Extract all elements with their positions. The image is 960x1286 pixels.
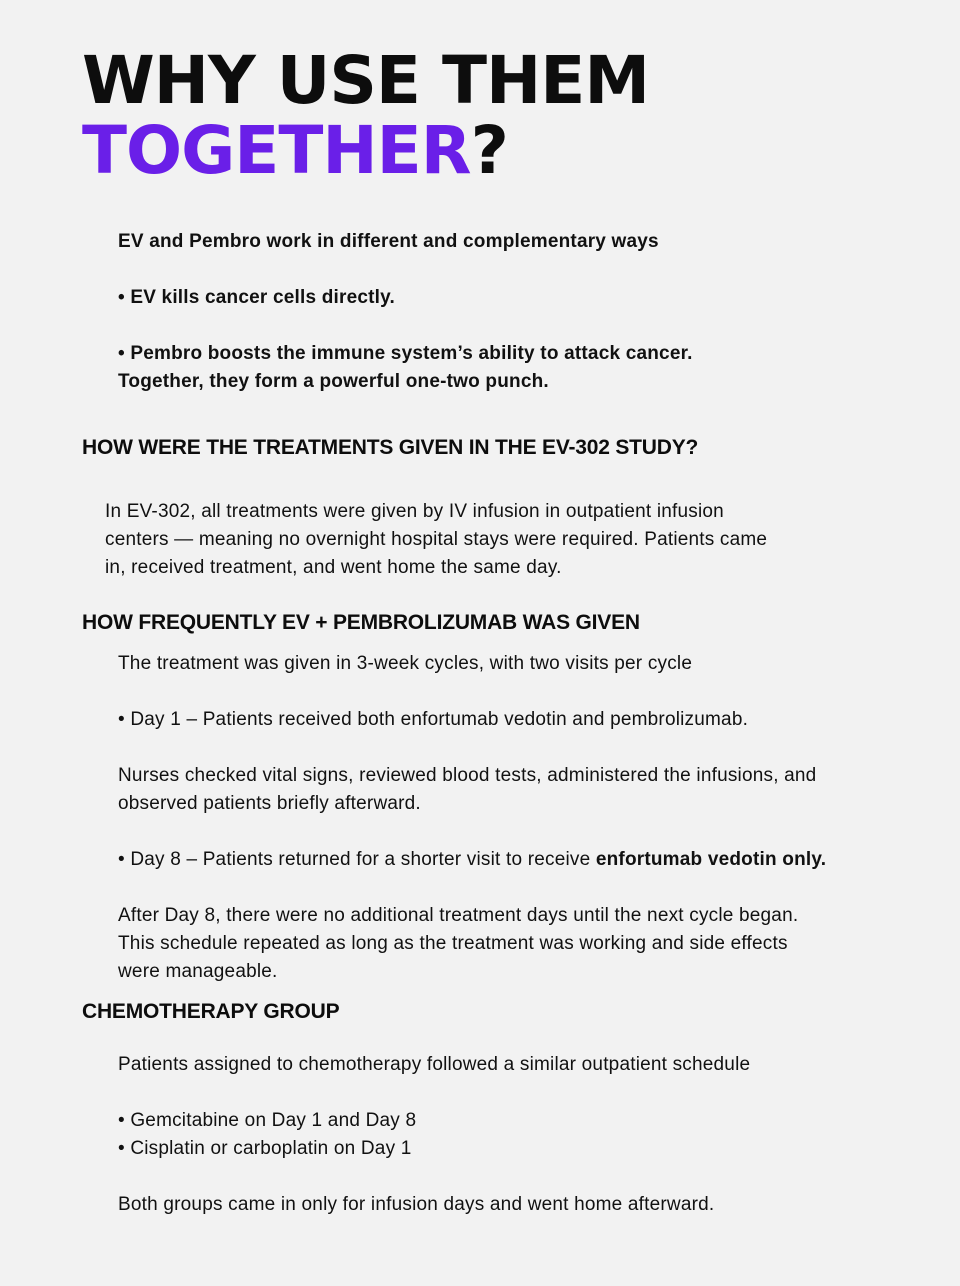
intro-bullet-pembro: • Pembro boosts the immune system’s ability to attack cancer.	[118, 343, 693, 364]
chemo-lead: Patients assigned to chemotherapy followed a similar outpatient schedule	[118, 1054, 751, 1075]
treatments-given-line-3: in, received treatment, and went home the same day.	[105, 557, 562, 578]
frequency-nurses-line-2: observed patients briefly afterward.	[118, 793, 421, 814]
chemo-closing: Both groups came in only for infusion days and went home afterward.	[118, 1194, 715, 1215]
frequency-day1: • Day 1 – Patients received both enfortumab vedotin and pembrolizumab.	[118, 709, 749, 730]
chemotherapy-section	[118, 1051, 750, 1219]
title-question-mark: ?	[470, 112, 508, 189]
frequency-day8-emphasis: enfortumab vedotin only.	[595, 849, 827, 870]
heading-treatments-given: HOW WERE THE TREATMENTS GIVEN IN THE EV-302 STUDY?	[82, 436, 699, 459]
frequency-after-line-1: After Day 8, there were no additional treatment days until the next cycle began.	[118, 905, 799, 926]
intro-section	[118, 228, 693, 396]
frequency-day8-text: • Day 8 – Patients returned for a shorter visit to receive	[118, 849, 596, 870]
frequency-after-line-2: This schedule repeated as long as the treatment was working and side effects	[118, 933, 788, 954]
heading-chemotherapy: CHEMOTHERAPY GROUP	[82, 1000, 340, 1023]
title-accent-word: TOGETHER	[82, 112, 471, 189]
title-line-1: WHY USE THEM	[82, 42, 650, 119]
frequency-nurses-line-1: Nurses checked vital signs, reviewed blood tests, administered the infusions, and	[118, 765, 817, 786]
page-title	[82, 42, 650, 189]
treatments-given-line-1: In EV-302, all treatments were given by IV infusion in outpatient infusion	[105, 501, 724, 522]
frequency-section	[118, 650, 826, 986]
treatments-given-section	[105, 498, 767, 582]
frequency-day8	[118, 846, 826, 874]
chemo-bullet-gemcitabine: • Gemcitabine on Day 1 and Day 8	[118, 1110, 417, 1131]
frequency-lead: The treatment was given in 3-week cycles, with two visits per cycle	[118, 653, 693, 674]
intro-lead: EV and Pembro work in different and complementary ways	[118, 231, 659, 252]
treatments-given-line-2: centers — meaning no overnight hospital stays were required. Patients came	[105, 529, 768, 550]
intro-closing: Together, they form a powerful one-two punch.	[118, 371, 549, 392]
heading-frequency: HOW FREQUENTLY EV + PEMBROLIZUMAB WAS GIVEN	[82, 611, 640, 634]
intro-bullet-ev: • EV kills cancer cells directly.	[118, 287, 395, 308]
frequency-after-line-3: were manageable.	[118, 961, 278, 982]
chemo-bullet-cisplatin: • Cisplatin or carboplatin on Day 1	[118, 1138, 412, 1159]
